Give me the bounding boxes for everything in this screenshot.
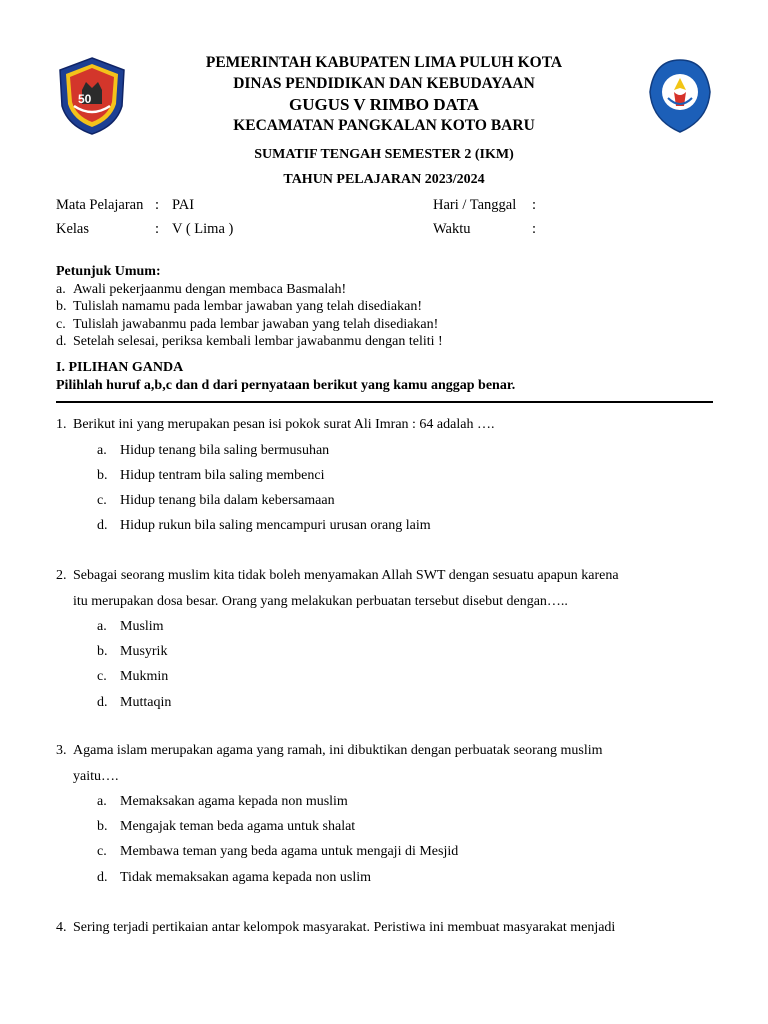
class-value: V ( Lima ) [172, 221, 234, 237]
regency-emblem-icon [54, 56, 130, 136]
section-divider [56, 401, 713, 403]
letterhead-cluster: GUGUS V RIMBO DATA [288, 95, 479, 114]
answer-option: d. Tidak memaksakan agama kepada non uslim [97, 869, 372, 885]
subject-value: PAI [172, 197, 195, 213]
question-1 [56, 412, 494, 538]
class-label: Kelas [56, 221, 90, 237]
question-3 [56, 738, 603, 890]
instruction-item: d. Setelah selesai, periksa kembali lembar jawabanmu dengan teliti ! [56, 334, 443, 349]
answer-option: b. Musyrik [97, 644, 168, 660]
answer-option: d. Hidup rukun bila saling mencampuri urusan orang laim [97, 518, 431, 534]
letterhead [140, 52, 628, 136]
question-text: Sebagai seorang muslim kita tidak boleh menyamakan Allah SWT dengan sesuatu apapun karena [73, 568, 619, 583]
question-2 [56, 563, 619, 715]
instruction-item: c. Tulislah jawabanmu pada lembar jawaban yang telah disediakan! [56, 316, 439, 332]
section-instruction: Pilihlah huruf a,b,c dan d dari pernyataan berikut yang kamu anggap benar. [56, 378, 516, 393]
instructions-heading: Petunjuk Umum: [56, 264, 161, 279]
answer-option: a. Hidup tenang bila saling bermusuhan [97, 442, 330, 458]
answer-option: c. Hidup tenang bila dalam kebersamaan [97, 492, 335, 508]
question-text: Agama islam merupakan agama yang ramah, ini dibuktikan dengan perbuatak seorang muslim [73, 743, 603, 758]
question-number: 2. [56, 568, 67, 583]
instruction-item: a. Awali pekerjaanmu dengan membaca Basmalah! [56, 281, 347, 297]
question-4 [56, 915, 615, 941]
letterhead-department: DINAS PENDIDIKAN DAN KEBUDAYAAN [233, 75, 535, 92]
day-date-label: Hari / Tanggal [433, 197, 517, 213]
class-colon: : [155, 221, 160, 237]
answer-option: b. Hidup tentram bila saling membenci [97, 467, 325, 483]
tut-wuri-handayani-icon [648, 58, 712, 134]
instruction-item: b. Tulislah namamu pada lembar jawaban yang telah disediakan! [56, 299, 422, 314]
exam-year: TAHUN PELAJARAN 2023/2024 [283, 172, 485, 187]
subject-colon: : [155, 197, 160, 213]
question-text: itu merupakan dosa besar. Orang yang melakukan perbuatan tersebut disebut dengan….. [73, 593, 568, 609]
day-date-colon: : [532, 197, 537, 213]
answer-option: a. Memaksakan agama kepada non muslim [97, 794, 348, 809]
exam-title: SUMATIF TENGAH SEMESTER 2 (IKM) [254, 147, 514, 162]
letterhead-district: KECAMATAN PANGKALAN KOTO BARU [233, 117, 535, 134]
question-number: 3. [56, 743, 67, 758]
answer-option: c. Mukmin [97, 669, 169, 685]
answer-option: b. Mengajak teman beda agama untuk shalat [97, 819, 356, 835]
section-title: I. PILIHAN GANDA [56, 360, 184, 375]
time-label: Waktu [433, 221, 471, 237]
question-text: Berikut ini yang merupakan pesan isi pokok surat Ali Imran : 64 adalah …. [73, 417, 495, 432]
letterhead-government: PEMERINTAH KABUPATEN LIMA PULUH KOTA [205, 54, 563, 71]
emblem-number: 50 [78, 92, 92, 106]
question-number: 4. [56, 920, 67, 935]
answer-option: c. Membawa teman yang beda agama untuk mengaji di Mesjid [97, 844, 459, 860]
question-number: 1. [56, 417, 67, 432]
time-colon: : [532, 221, 537, 237]
multiple-choice-section [56, 359, 515, 395]
general-instructions [56, 263, 443, 351]
question-text: yaitu…. [73, 768, 119, 784]
subject-label: Mata Pelajaran [56, 197, 144, 213]
question-text: Sering terjadi pertikaian antar kelompok masyarakat. Peristiwa ini membuat masyarakat menjadi [73, 920, 616, 935]
answer-option: d. Muttaqin [97, 694, 172, 710]
answer-option: a. Muslim [97, 619, 164, 634]
